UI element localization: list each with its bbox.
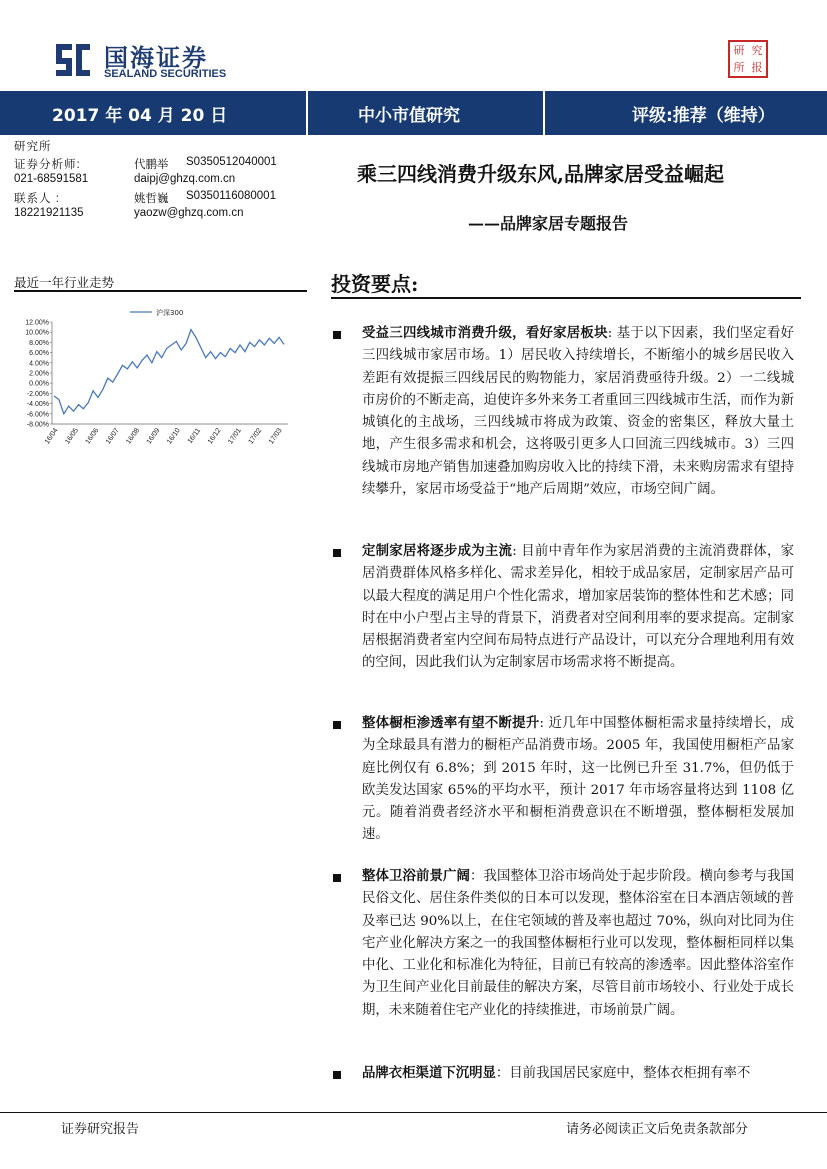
- dept-label: 研究所: [14, 141, 52, 153]
- y-axis-ticks: [25, 320, 52, 429]
- x-tick-label: 16/08: [125, 427, 142, 446]
- brand-name-cn: 国海证券: [104, 44, 208, 72]
- contact-id: S0350116080001: [186, 190, 276, 202]
- seal-char: 报: [751, 60, 763, 74]
- seal-char: 研: [733, 43, 745, 57]
- investment-item: [362, 712, 794, 847]
- seal-char: 所: [733, 60, 745, 74]
- legend-label: 沪深300: [156, 309, 184, 317]
- x-tick-label: 16/11: [186, 427, 203, 446]
- industry-trend-chart: [10, 298, 295, 473]
- analyst-name: 代鹏举: [134, 159, 169, 171]
- footer-divider: [0, 1112, 827, 1113]
- bullet-icon: [333, 721, 341, 729]
- company-logo-icon: [52, 40, 94, 80]
- analyst-email: daipj@ghzq.com.cn: [134, 173, 236, 185]
- x-tick-label: 16/07: [104, 427, 121, 446]
- y-tick-label: -2.00%: [26, 390, 49, 398]
- section-divider: [14, 290, 307, 292]
- x-tick-label: 16/09: [145, 427, 162, 446]
- item-body: : 基于以下因素，我们坚定看好三四线城市家居市场。1）居民收入持续增长，不断缩小的城乡居民收入差距有效提振三四线居民的购物能力，家居消费亟待升级。2）一二线城市房价的不断走高，迫使许多外来务工者重回三四线城市生活，而作为新城镇化的主战场，三四线城市将成为政策、资金的密集区，释放大量土地，产生很多需求和机会，这将吸引更多人口回流三四线城市。3）三四线城市房地产销售加速叠加购房收入比的持续下滑，未来购房需求有望持续攀升，家居市场受益于“地产后周期”效应，市场空间广阔。: [362, 326, 794, 498]
- y-tick-label: 8.00%: [29, 339, 49, 347]
- chart-series: [54, 330, 284, 414]
- investment-item: [362, 1062, 794, 1084]
- y-tick-label: 6.00%: [29, 350, 49, 358]
- investment-item: [362, 865, 794, 1022]
- y-tick-label: 2.00%: [29, 370, 49, 378]
- y-tick-label: -6.00%: [26, 411, 49, 419]
- report-category: 中小市值研究: [358, 106, 460, 126]
- y-tick-label: -8.00%: [26, 421, 49, 429]
- x-tick-label: 17/02: [247, 427, 264, 446]
- item-body: ：目前我国居民家庭中，整体衣柜拥有率不: [495, 1066, 751, 1081]
- investment-item: [362, 322, 794, 501]
- y-tick-label: -4.00%: [26, 401, 49, 409]
- x-tick-label: 16/04: [43, 427, 60, 446]
- bullet-icon: [333, 1071, 341, 1079]
- y-tick-label: 0.00%: [29, 380, 49, 388]
- item-lead: 整体橱柜渗透率有望不断提升: [362, 715, 540, 731]
- contact-phone: 18221921135: [14, 207, 84, 219]
- footer-disclaimer: 请务必阅读正文后免责条款部分: [566, 1122, 749, 1137]
- bullet-icon: [333, 874, 341, 882]
- y-tick-label: 4.00%: [29, 360, 49, 368]
- investment-item: [362, 540, 794, 675]
- investment-heading: 投资要点:: [331, 272, 419, 296]
- footer-left: 证券研究报告: [61, 1122, 140, 1137]
- y-tick-label: 10.00%: [25, 329, 49, 337]
- brand-name-en: SEALAND SECURITIES: [104, 68, 227, 80]
- y-tick-label: 12.00%: [25, 319, 49, 327]
- trend-label: 最近一年行业走势: [14, 275, 115, 290]
- item-lead: 品牌衣柜渠道下沉明显: [362, 1065, 496, 1081]
- report-rating: 评级:推荐（维持）: [632, 106, 775, 126]
- item-lead: 受益三四线城市消费升级，看好家居板块: [362, 325, 608, 341]
- contact-email: yaozw@ghzq.com.cn: [134, 207, 244, 219]
- x-tick-label: 17/01: [227, 427, 243, 446]
- contact-role: 联系人 :: [14, 193, 60, 205]
- chart-legend: [130, 308, 183, 317]
- analyst-phone: 021-68591581: [14, 173, 89, 185]
- item-lead: 整体卫浴前景广阔: [362, 868, 471, 884]
- series-line: [54, 330, 284, 414]
- seal-char: 究: [751, 43, 763, 57]
- research-seal: [728, 40, 768, 78]
- x-tick-label: 16/05: [64, 427, 81, 446]
- bullet-icon: [333, 331, 341, 339]
- x-tick-label: 16/10: [166, 427, 182, 446]
- report-subtitle: ——品牌家居专题报告: [468, 214, 629, 233]
- item-lead: 定制家居将逐步成为主流: [362, 543, 513, 559]
- analyst-role: 证券分析师:: [14, 159, 81, 171]
- item-body: : 近几年中国整体橱柜需求量持续增长，成为全球最具有潜力的橱柜产品消费市场。2005 年，我国使用橱柜产品家庭比例仅有 6.8%；到 2015 年时，这一比例已升至 31.7%，但仍低于欧美发达国家 65%的平均水平，预计 2017 年市场容量将达到 1108 亿元。随着消费者经济水平和橱柜消费意识在不断增强，整体橱柜发展加速。: [362, 716, 794, 843]
- item-body: : 目前中青年作为家居消费的主流消费群体，家居消费群体风格多样化、需求差异化，相较于成品家居，定制家居产品可以最大程度的满足用户个性化需求，增加家居装饰的整体性和艺术感；同时在中小户型占主导的背景下，消费者对空间利用率的要求提高。定制家居根据消费者室内空间布局特点进行产品设计，可以充分合理地利用有效的空间，因此我们认为定制家居市场需求将不断提高。: [362, 544, 794, 671]
- item-body: ：我国整体卫浴市场尚处于起步阶段。横向参考与我国民俗文化、居住条件类似的日本可以发现，整体浴室在日本酒店领域的普及率已达 90%以上，在住宅领域的普及率也超过 70%，纵向对比同为住宅产业化解决方案之一的我国整体橱柜行业可以发现，整体橱柜同样以集中化、工业化和标准化为特征，目前已有较高的渗透率。因此整体浴室作为卫生间产业化目前最佳的解决方案，尽管目前市场较小、行业处于成长期，未来随着住宅产业化的持续推进，市场前景广阔。: [362, 869, 795, 1018]
- header-divider: [543, 91, 545, 135]
- chart-grid: [52, 322, 288, 424]
- x-tick-label: 16/12: [206, 427, 223, 446]
- contact-name: 姚哲巍: [134, 193, 169, 205]
- report-title: 乘三四线消费升级东风,品牌家居受益崛起: [357, 162, 724, 186]
- section-divider: [331, 297, 801, 299]
- x-tick-label: 16/06: [84, 427, 101, 446]
- analyst-id: S0350512040001: [186, 156, 277, 168]
- header-divider: [306, 91, 308, 135]
- x-axis-ticks: [44, 427, 284, 445]
- report-date: 2017 年 04 月 20 日: [52, 106, 228, 126]
- bullet-icon: [333, 549, 341, 557]
- x-tick-label: 17/03: [267, 427, 284, 446]
